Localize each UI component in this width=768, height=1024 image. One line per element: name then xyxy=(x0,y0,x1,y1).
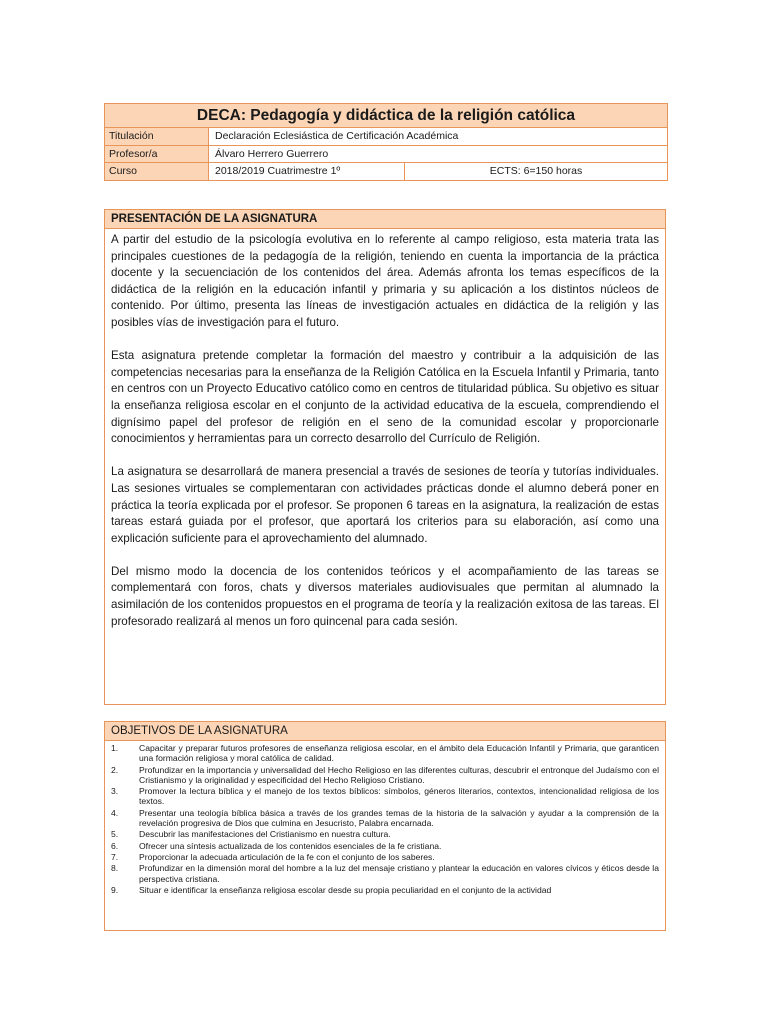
item-number: 5. xyxy=(111,829,119,840)
item-number: 2. xyxy=(111,764,119,775)
item-number: 3. xyxy=(111,786,119,797)
item-text: Capacitar y preparar futuros profesores de enseñanza religiosa escolar, en el ámbito dela Educación Infantil y Primaria, que garanticen una formación religiosa y moral católica de calidad. xyxy=(139,743,659,764)
list-item xyxy=(111,743,659,764)
header-label: Profesor/a xyxy=(105,146,209,163)
list-item xyxy=(111,852,659,862)
list-item xyxy=(111,829,659,839)
section-heading: OBJETIVOS DE LA ASIGNATURA xyxy=(105,722,665,741)
presentacion-section xyxy=(104,209,666,705)
item-number: 7. xyxy=(111,851,119,862)
list-item xyxy=(111,786,659,807)
item-text: Profundizar en la importancia y universalidad del Hecho Religioso en las diferentes culturas, descubrir el entronque del Judaísmo con el Cristianismo y la originalidad y especificidad del Hecho Religioso Cristiano. xyxy=(139,764,659,785)
course-header-table xyxy=(104,103,668,181)
paragraph: Del mismo modo la docencia de los contenidos teóricos y el acompañamiento de las tareas se complementará con foros, chats y diversos materiales audiovisuales que permitan al alumnado la asimilación de los contenidos propuestos en el programa de teoría y la realización exitosa de las tareas. El profesorado realizará al menos un foro quincenal para cada sesión. xyxy=(111,564,659,628)
list-item xyxy=(111,841,659,851)
item-text: Descubrir las manifestaciones del Cristianismo en nuestra cultura. xyxy=(139,829,391,840)
course-title: DECA: Pedagogía y didáctica de la religión católica xyxy=(105,104,667,128)
header-row-profesor xyxy=(105,146,667,164)
header-label: Titulación xyxy=(105,128,209,145)
header-row-titulacion xyxy=(105,128,667,146)
header-row-curso xyxy=(105,163,667,180)
objetivos-list xyxy=(105,741,665,895)
item-text: Profundizar en la dimensión moral del hombre a la luz del mensaje cristiano y plantear la educación en valores cívicos y éticos desde la perspectiva cristiana. xyxy=(139,863,659,884)
header-value: Álvaro Herrero Guerrero xyxy=(215,147,329,160)
item-text: Ofrecer una síntesis actualizada de los contenidos esenciales de la fe cristiana. xyxy=(139,840,442,851)
list-item xyxy=(111,765,659,786)
header-value: Declaración Eclesiástica de Certificación Académica xyxy=(215,130,459,142)
item-number: 4. xyxy=(111,807,119,818)
list-item xyxy=(111,808,659,829)
item-number: 1. xyxy=(111,743,119,753)
list-item xyxy=(111,885,659,895)
paragraph: A partir del estudio de la psicología evolutiva en lo referente al campo religioso, esta materia trata las principales cuestiones de la pedagogía de la religión, teniendo en cuenta la importancia de la práctica docente y la secuenciación de los contenidos del área. Además afronta los temas específicos de la didáctica de la religión en la educación infantil y primaria y su aplicación a los distintos núcleos de contenido. Por último, presenta las líneas de investigación actuales en didáctica de la religión y las posibles vías de investigación para el futuro. xyxy=(111,233,659,329)
section-body xyxy=(105,229,665,630)
item-number: 9. xyxy=(111,884,119,895)
item-number: 6. xyxy=(111,840,119,851)
section-heading: PRESENTACIÓN DE LA ASIGNATURA xyxy=(105,210,665,229)
item-text: Proporcionar la adecuada articulación de la fe con el conjunto de los saberes. xyxy=(139,851,435,862)
paragraph: La asignatura se desarrollará de manera presencial a través de sesiones de teoría y tutorías individuales. Las sesiones virtuales se complementaran con actividades prácticas donde el alumno deberá poner en práctica la teoría explicada por el profesor. Se proponen 6 tareas en la asignatura, la realización de estas tareas estará guiada por el profesor, que aportará los criterios para su elaboración, así como una explicación suficiente para el aprovechamiento del alumnado. xyxy=(111,465,659,545)
paragraph: Esta asignatura pretende completar la formación del maestro y contribuir a la adquisición de las competencias necesarias para la enseñanza de la Religión Católica en la Escuela Infantil y Primaria, tanto en centros con un Proyecto Educativo católico como en centros de titularidad pública. Su objetivo es situar la enseñanza religiosa escolar en el conjunto de la actividad educativa de la escuela, comprendiendo el dignísimo papel del profesor de religión en el seno de la comunidad escolar y proporcionarle conocimientos y herramientas para un correcto desarrollo del Currículo de Religión. xyxy=(111,349,659,446)
list-item xyxy=(111,863,659,884)
item-text: Presentar una teología bíblica básica a través de los grandes temas de la historia de la salvación y ayudar a la comprensión de la revelación progresiva de Dios que culmina en Jesucristo, Palabra encarnada. xyxy=(139,807,659,829)
item-text: Promover la lectura bíblica y el manejo de los textos bíblicos: símbolos, géneros literarios, contextos, intencionalidad religiosa de los textos. xyxy=(139,786,659,807)
item-text: Situar e identificar la enseñanza religiosa escolar desde su propia peculiaridad en el conjunto de la actividad xyxy=(139,884,552,895)
objetivos-section xyxy=(104,721,666,931)
ects-value: ECTS: 6=150 horas xyxy=(489,165,583,177)
item-number: 8. xyxy=(111,863,119,874)
header-value: 2018/2019 Cuatrimestre 1º xyxy=(209,163,405,180)
header-label: Curso xyxy=(105,163,209,180)
